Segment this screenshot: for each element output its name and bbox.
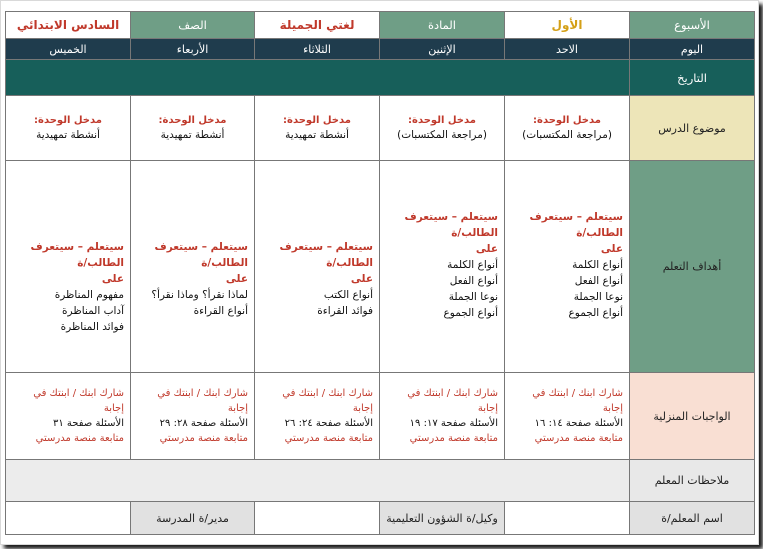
day-monday: الإثنين — [379, 39, 504, 60]
homework-line-pages: الأسئلة صفحة ٣١ — [52, 418, 124, 429]
homework-line-pages: الأسئلة صفحة ٢٨: ٢٩ — [159, 418, 248, 429]
lesson-body: (مراجعة المكتسبات) — [522, 129, 612, 141]
lesson-body: أنشطة تمهيدية — [160, 129, 225, 141]
principal-signature-field — [5, 502, 130, 535]
goals-item: نوعا الجملة — [448, 291, 498, 303]
principal-label: مدير/ة المدرسة — [130, 502, 254, 535]
homework-line-platform: متابعة منصة مدرستي — [534, 433, 623, 444]
day-thursday: الخميس — [5, 39, 130, 60]
homework-line-share: شارك ابنك / ابنتك في إجابة — [157, 388, 248, 414]
deputy-signature-field — [254, 502, 379, 535]
homework-line-share: شارك ابنك / ابنتك في إجابة — [407, 388, 498, 414]
goals-cell-monday — [379, 161, 504, 373]
day-wednesday: الأربعاء — [130, 39, 254, 60]
homework-line-share: شارك ابنك / ابنتك في إجابة — [532, 388, 623, 414]
goals-cell-tuesday — [254, 161, 379, 373]
goals-head: سيتعلم – سيتعرف الطالب/ة — [279, 241, 373, 269]
day-sunday: الاحد — [504, 39, 629, 60]
lesson-body: أنشطة تمهيدية — [36, 129, 100, 141]
notes-label: ملاحظات المعلم — [629, 460, 754, 502]
lesson-head: مدخل الوحدة: — [408, 115, 476, 126]
goals-item: أنواع الجموع — [568, 307, 623, 319]
homework-cell-tuesday — [254, 373, 379, 460]
homework-line-share: شارك ابنك / ابنتك في إجابة — [282, 388, 373, 414]
week-value: الأول — [504, 12, 629, 39]
lesson-body: أنشطة تمهيدية — [285, 129, 349, 141]
goals-head-on: على — [101, 273, 124, 285]
homework-cell-thursday — [5, 373, 130, 460]
grade-label: الصف — [130, 12, 254, 39]
lesson-head: مدخل الوحدة: — [158, 115, 227, 126]
homework-line-pages: الأسئلة صفحة ٢٤: ٢٦ — [284, 418, 373, 429]
lesson-cell-thursday — [5, 96, 130, 161]
homework-line-platform: متابعة منصة مدرستي — [409, 433, 498, 444]
lesson-label: موضوع الدرس — [629, 96, 754, 161]
week-label: الأسبوع — [629, 12, 754, 39]
homework-line-platform: متابعة منصة مدرستي — [284, 433, 373, 444]
subject-value: لغتي الجميلة — [254, 12, 379, 39]
subject-label: المادة — [379, 12, 504, 39]
lesson-cell-tuesday — [254, 96, 379, 161]
goals-head: سيتعلم – سيتعرف الطالب/ة — [154, 241, 248, 269]
notes-area — [5, 460, 629, 502]
goals-item: آداب المناظرة — [62, 305, 124, 317]
homework-label: الواجبات المنزلية — [629, 373, 754, 460]
goals-item: مفهوم المناظرة — [54, 289, 124, 301]
goals-item: أنواع الكلمة — [572, 259, 623, 271]
goals-cell-sunday — [504, 161, 629, 373]
homework-cell-wednesday — [130, 373, 254, 460]
goals-item: أنواع الفعل — [574, 275, 623, 287]
lesson-head: مدخل الوحدة: — [283, 115, 351, 126]
lesson-head: مدخل الوحدة: — [34, 115, 102, 126]
goals-item: فوائد القراءة — [317, 305, 373, 317]
deputy-label: وكيل/ة الشؤون التعليمية — [379, 502, 504, 535]
teacher-name-label: اسم المعلم/ة — [629, 502, 754, 535]
lesson-cell-wednesday — [130, 96, 254, 161]
goals-item: لماذا نقرأ؟ وماذا نقرأ؟ — [151, 289, 248, 301]
lesson-cell-sunday — [504, 96, 629, 161]
goals-cell-wednesday — [130, 161, 254, 373]
lesson-cell-monday — [379, 96, 504, 161]
homework-line-platform: متابعة منصة مدرستي — [35, 433, 124, 444]
day-label: اليوم — [629, 39, 754, 60]
goals-item: أنواع الكتب — [323, 289, 373, 301]
goals-item: فوائد المناظرة — [60, 321, 124, 333]
goals-item: أنواع الفعل — [449, 275, 498, 287]
lesson-head: مدخل الوحدة: — [533, 115, 601, 126]
goals-item: نوعا الجملة — [573, 291, 623, 303]
homework-line-share: شارك ابنك / ابنتك في إجابة — [33, 388, 124, 414]
homework-cell-sunday — [504, 373, 629, 460]
goals-head-on: على — [225, 273, 248, 285]
goals-head-on: على — [600, 243, 623, 255]
homework-line-pages: الأسئلة صفحة ١٤: ١٦ — [534, 418, 623, 429]
day-tuesday: الثلاثاء — [254, 39, 379, 60]
goals-cell-thursday — [5, 161, 130, 373]
teacher-name-field — [504, 502, 629, 535]
lesson-body: (مراجعة المكتسبات) — [397, 129, 487, 141]
goals-item: أنواع القراءة — [193, 305, 248, 317]
date-label: التاريخ — [629, 60, 754, 96]
goals-item: أنواع الكلمة — [447, 259, 498, 271]
goals-head: سيتعلم – سيتعرف الطالب/ة — [529, 211, 623, 239]
goals-head-on: على — [475, 243, 498, 255]
goals-head-on: على — [350, 273, 373, 285]
goals-head: سيتعلم – سيتعرف الطالب/ة — [30, 241, 124, 269]
grade-value: السادس الابتدائي — [5, 12, 130, 39]
homework-line-platform: متابعة منصة مدرستي — [159, 433, 248, 444]
homework-cell-monday — [379, 373, 504, 460]
homework-line-pages: الأسئلة صفحة ١٧: ١٩ — [409, 418, 498, 429]
goals-item: أنواع الجموع — [443, 307, 498, 319]
goals-head: سيتعلم – سيتعرف الطالب/ة — [404, 211, 498, 239]
weekly-plan-table — [5, 11, 755, 535]
date-row — [5, 60, 629, 96]
goals-label: أهداف التعلم — [629, 161, 754, 373]
